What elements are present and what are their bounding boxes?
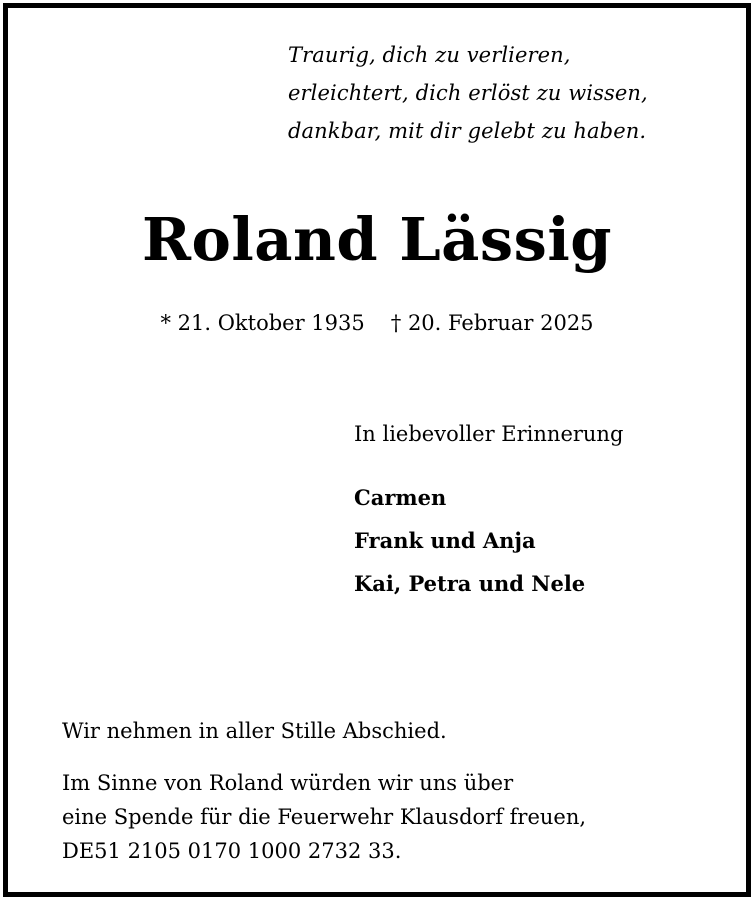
life-dates [0, 307, 754, 339]
death-date: † 20. Februar 2025 [390, 311, 594, 335]
poem-line: Traurig, dich zu verlieren, [288, 43, 571, 67]
donation-line: Im Sinne von Roland würden wir uns über [62, 771, 514, 795]
birth-date: * 21. Oktober 1935 [160, 311, 365, 335]
donation-iban: DE51 2105 0170 1000 2732 33. [62, 839, 402, 863]
remembrance-intro: In liebevoller Erinnerung [354, 422, 624, 446]
poem-line: dankbar, mit dir gelebt zu haben. [288, 119, 647, 143]
mourner-name: Frank und Anja [354, 528, 536, 553]
deceased-name: Roland Lässig [141, 205, 613, 274]
mourners-list [354, 476, 585, 605]
mourner-name: Carmen [354, 485, 447, 510]
mourner-name: Kai, Petra und Nele [354, 571, 586, 596]
poem [288, 36, 648, 150]
donation-note [62, 766, 586, 868]
donation-line: eine Spende für die Feuerwehr Klausdorf freuen, [62, 805, 587, 829]
farewell-text: Wir nehmen in aller Stille Abschied. [62, 719, 447, 743]
poem-line: erleichtert, dich erlöst zu wissen, [288, 81, 648, 105]
